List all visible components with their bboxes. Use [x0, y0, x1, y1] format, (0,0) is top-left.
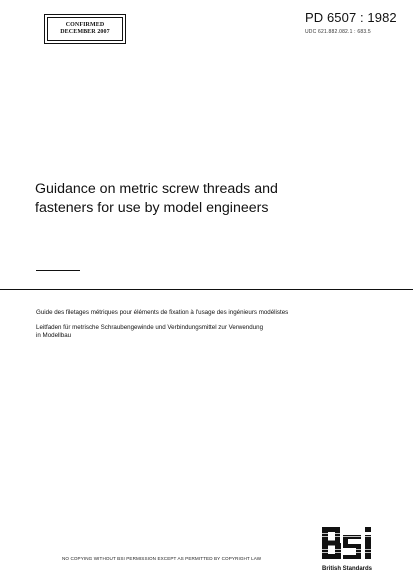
copyright-notice: NO COPYING WITHOUT BSI PERMISSION EXCEPT AS PERMITTED BY COPYRIGHT LAW: [62, 556, 262, 561]
document-title: [35, 180, 375, 217]
stamp-inner-border: [47, 17, 123, 41]
title-line-1: Guidance on metric screw threads and: [35, 181, 278, 197]
german-title-line-2: in Modellbau: [36, 332, 72, 339]
publisher-name: British Standards: [322, 566, 373, 572]
document-number: PD 6507 : 1982: [305, 10, 397, 25]
confirmed-stamp: [44, 14, 126, 44]
french-title: Guide des filetages métriques pour éléments de fixation à l'usage des ingénieurs modélistes: [36, 309, 289, 316]
document-sub-reference: UDC 621.882.082.1 : 683.5: [305, 29, 371, 35]
horizontal-rule: [0, 289, 413, 290]
german-title-line-1: Leitfaden für metrische Schraubengewinde und Verbindungsmittel zur Verwendung: [36, 324, 264, 331]
bsi-logo: [320, 523, 380, 571]
title-line-2: fasteners for use by model engineers: [35, 199, 269, 216]
stamp-line-1: CONFIRMED: [65, 21, 105, 28]
german-title: [36, 324, 306, 340]
stamp-line-2: DECEMBER 2007: [60, 29, 110, 35]
title-underline: [36, 270, 80, 271]
